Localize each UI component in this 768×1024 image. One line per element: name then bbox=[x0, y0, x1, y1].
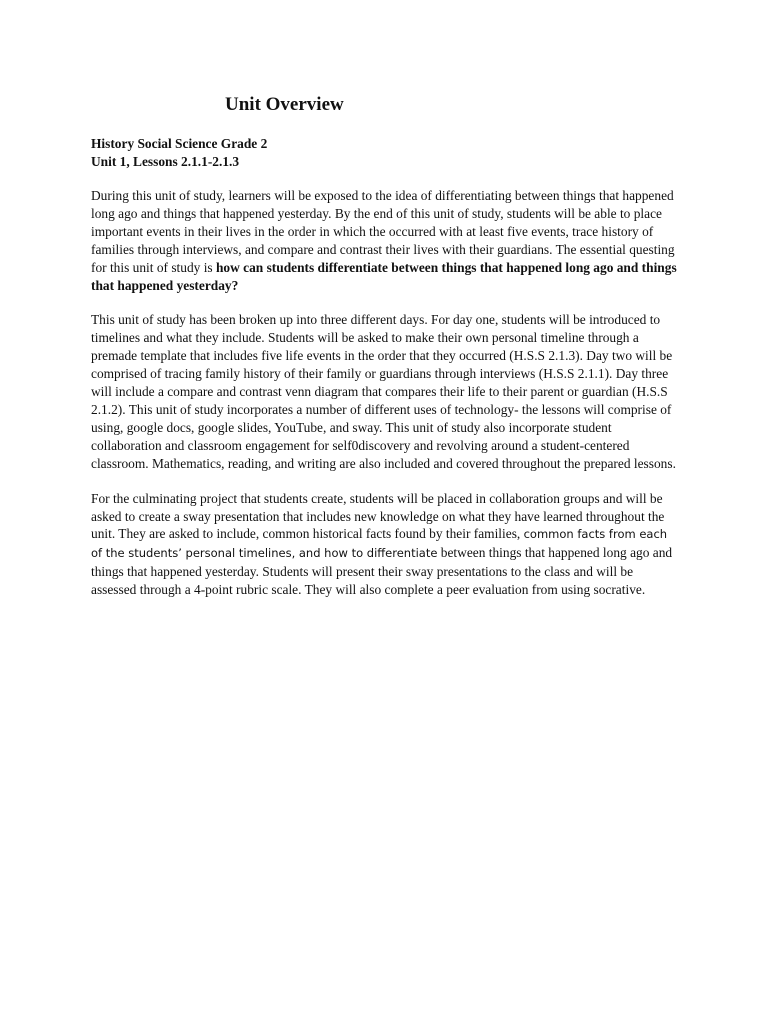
document-title: Unit Overview bbox=[225, 94, 344, 115]
paragraph-intro-text: During this unit of study, learners will be exposed to the idea of differentiating between things that happened long ago and things that happened yesterday. By the end of this unit of study, students will be able to place important events in their lives in the order in which the occurred with at least five events, trace history of families through interviews, and compare and contrast their lives with their guardians. The essential questing for this unit of study is bbox=[91, 188, 675, 275]
subheading-course: History Social Science Grade 2 bbox=[91, 136, 268, 151]
paragraph-intro bbox=[91, 187, 681, 294]
subheading-unit: Unit 1, Lessons 2.1.1-2.1.3 bbox=[91, 153, 240, 169]
document-subheading bbox=[91, 135, 681, 170]
essential-question: how can students differentiate between things that happened long ago and things that happened yesterday? bbox=[91, 259, 677, 293]
paragraph-days: This unit of study has been broken up into three different days. For day one, students will be introduced to timelines and what they include. Students will be asked to make their own personal timeline through a premade template that includes five life events in the order that they occurred (H.S.S 2.1.3). Day two will be comprised of tracing family history of their family or guardians through interviews (H.S.S 2.1.1). Day three will include a compare and contrast venn diagram that compares their life to their parent or guardian (H.S.S 2.1.2). This unit of study incorporates a number of different uses of technology- the lessons will comprise of using, google docs, google slides, YouTube, and sway. This unit of study also incorporate student collaboration and classroom engagement for self0discovery and revolving around a student-centered classroom. Mathematics, reading, and writing are also included and covered throughout the prepared lessons. bbox=[91, 312, 676, 471]
paragraph-project-part1: For the culminating project that students create, students will be placed in collaboration groups and will be asked to create a sway presentation that includes new knowledge on what they have learned throughout the unit. They are asked to include, common historical facts found by their families, bbox=[91, 490, 665, 542]
paragraph-project-part3: between things that happened long ago and things that happened yesterday. Students will present their sway presentations to the class and will be assessed through a 4-point rubric scale. They will also complete a peer evaluation from using socrative. bbox=[91, 545, 673, 598]
document-page bbox=[91, 93, 681, 599]
paragraph-project bbox=[91, 490, 681, 599]
paragraph-project-part2: common facts from each of the students’ personal timelines, and how to differentiate bbox=[91, 527, 668, 561]
